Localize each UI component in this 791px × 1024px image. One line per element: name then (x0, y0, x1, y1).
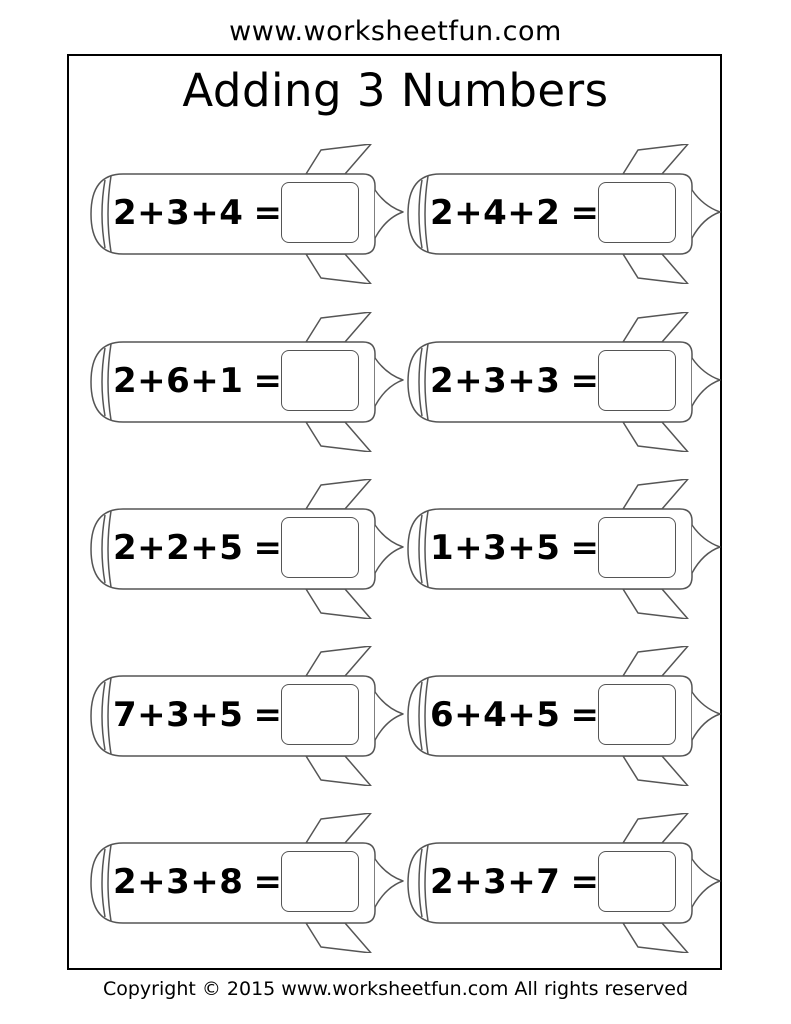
problem-equation (430, 526, 605, 570)
problem-equation (113, 693, 288, 737)
worksheet-title: Adding 3 Numbers (182, 64, 609, 117)
answer-box-6[interactable] (598, 517, 676, 578)
problem-equation (430, 693, 605, 737)
problem-expression: 2+3+3 (430, 361, 561, 401)
problem-expression: 2+6+1 (113, 361, 244, 401)
equals-sign: = (253, 695, 283, 735)
equals-sign: = (253, 528, 283, 568)
rocket-problem-5 (83, 479, 413, 619)
rocket-problem-3 (83, 312, 413, 452)
equals-sign: = (570, 361, 600, 401)
answer-box-10[interactable] (598, 851, 676, 912)
copyright-notice: Copyright © 2015 www.worksheetfun.com All rights reserved (102, 978, 689, 1000)
answer-box-4[interactable] (598, 350, 676, 411)
equals-sign: = (570, 193, 600, 233)
equals-sign: = (253, 361, 283, 401)
problem-expression: 2+2+5 (113, 528, 244, 568)
rocket-problem-4 (400, 312, 730, 452)
rocket-problem-9 (83, 813, 413, 953)
problem-expression: 6+4+5 (430, 695, 561, 735)
problem-expression: 1+3+5 (430, 528, 561, 568)
answer-box-8[interactable] (598, 684, 676, 745)
problem-equation (430, 191, 605, 235)
rocket-problem-2 (400, 144, 730, 284)
problem-equation (113, 526, 288, 570)
problem-equation (430, 359, 605, 403)
problem-equation (430, 860, 605, 904)
rocket-problem-10 (400, 813, 730, 953)
equals-sign: = (253, 862, 283, 902)
equals-sign: = (253, 193, 283, 233)
answer-box-3[interactable] (281, 350, 359, 411)
rocket-problem-7 (83, 646, 413, 786)
problem-equation (113, 860, 288, 904)
problem-expression: 2+3+7 (430, 862, 561, 902)
answer-box-7[interactable] (281, 684, 359, 745)
answer-box-5[interactable] (281, 517, 359, 578)
problem-expression: 2+3+4 (113, 193, 244, 233)
answer-box-9[interactable] (281, 851, 359, 912)
answer-box-2[interactable] (598, 182, 676, 243)
equals-sign: = (570, 528, 600, 568)
rocket-problem-6 (400, 479, 730, 619)
problem-equation (113, 191, 288, 235)
equals-sign: = (570, 695, 600, 735)
equals-sign: = (570, 862, 600, 902)
problem-expression: 2+4+2 (430, 193, 561, 233)
problem-expression: 2+3+8 (113, 862, 244, 902)
answer-box-1[interactable] (281, 182, 359, 243)
rocket-problem-1 (83, 144, 413, 284)
site-url: www.worksheetfun.com (229, 16, 562, 47)
problem-expression: 7+3+5 (113, 695, 244, 735)
rocket-problem-8 (400, 646, 730, 786)
problem-equation (113, 359, 288, 403)
